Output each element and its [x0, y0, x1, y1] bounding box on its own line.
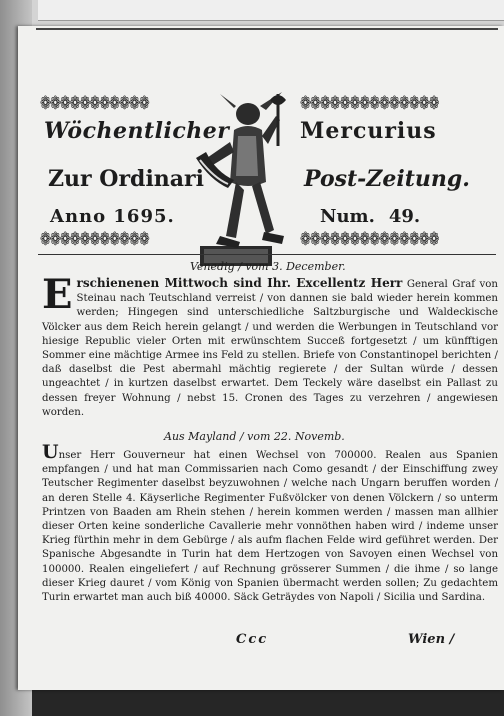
newspaper-page: [18, 26, 504, 690]
dateline-milan: Aus Mayland / vom 22. Novemb.: [164, 430, 345, 443]
article-venice: [42, 271, 498, 420]
article-venice-lead: rschienenen Mittwoch sind Ihr. Excellentz Herr: [76, 276, 403, 290]
dateline-venice: Venedig / vom 3. December.: [190, 260, 346, 273]
masthead-divider: [38, 254, 496, 255]
previous-page-strip: [38, 0, 504, 21]
top-border-rule: [36, 28, 498, 30]
masthead-mercurius: Mercurius: [300, 118, 437, 144]
mercury-woodcut-illustration: [190, 86, 300, 272]
dropcap-letter: E: [42, 271, 73, 318]
catchword-next-page: Wien /: [408, 632, 455, 647]
ornament-row-top-left: ❁❁❁❁❁❁❁❁❁❁❁: [40, 94, 149, 115]
masthead-post-zeitung: Post-Zeitung.: [304, 166, 470, 192]
issue-year: Anno 1695.: [50, 206, 175, 227]
ornament-row-top-right: ❁❁❁❁❁❁❁❁❁❁❁❁❁❁: [300, 94, 439, 115]
issue-number: [320, 206, 420, 227]
signature-mark: Ccc: [236, 632, 269, 647]
ornament-row-bottom-right: ❁❁❁❁❁❁❁❁❁❁❁❁❁❁: [300, 230, 439, 251]
ornament-row-bottom-left: ❁❁❁❁❁❁❁❁❁❁❁: [40, 230, 149, 251]
issue-number-value: 49.: [388, 206, 421, 227]
masthead-woechentlicher: Wöchentlicher: [44, 118, 230, 144]
initial-letter: U: [42, 441, 59, 463]
masthead-zur-ordinari: Zur Ordinari: [48, 166, 204, 192]
article-milan: [42, 441, 498, 605]
article-milan-body: nser Herr Gouverneur hat einen Wechsel von 700000. Realen aus Spanien empfangen / und hat man Commissarien nach Como gesandt / der Einschiffung zwey Teutscher Regimenter daselbst beyzuwohnen / welche nach Ungarn beruffen worden / an deren Stelle 4. Käyserliche Regimenter Fußvölcker von denen Völckern / so unterm Printzen von Baaden am Rhein stehen / herein kommen werden / massen man allhier dieser Orten keine sonderliche Cavallerie mehr vonnöthen haben wird / indeme unser Krieg fürthin mehr in dem Gebürge / als aufm flachen Felde wird geführet werden. Der Spanische Abgesandte in Turin hat dem Hertzogen von Savoyen einen Wechsel von 100000. Realen eingeliefert / auf Rechnung grösserer Summen / die ihme / so lange dieser Krieg dauret / vom König von Spanien übermacht werden sollen; Zu gedachtem Turin erwartet man auch biß 40000. Säck Geträydes von Napoli / Sicilia und Sardina.: [42, 450, 498, 604]
issue-number-label: Num.: [320, 206, 375, 227]
article-venice-body: General Graf von Steinau nach Teutschland verreist / von dannen sie bald wieder herein kommen werden; Hingegen sind unterschiedliche Saltzburgische und Waldeckische Völcker aus dem Reich herein gelangt / und werden die Werbungen in Teutschland vor hiesige Republic vieler Orten mit erwünschtem Succeß fortgesetzt / um künfftigen Sommer eine mächtige Armee ins Feld zu stellen. Briefe von Constantinopel berichten / daß daselbst die Pest abermahl mächtig regierete / der Sultan würde / dessen ungeachtet / in kurtzen daselbst erwartet. Dem Teckely wäre daselbst ein Pallast zu dessen freyer Wohnung / nebst 15. Cronen des Tages zu verzehren / angewiesen worden.: [42, 279, 498, 418]
